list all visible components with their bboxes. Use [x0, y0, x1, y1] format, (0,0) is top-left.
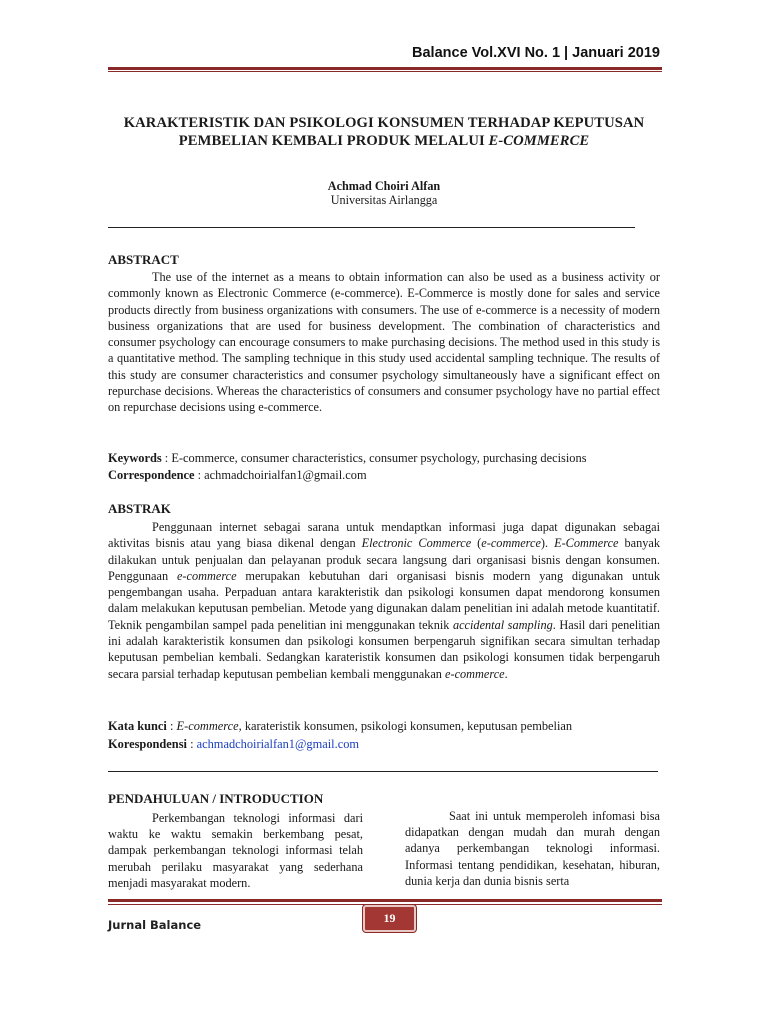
- running-header: Balance Vol.XVI No. 1 | Januari 2019: [412, 45, 660, 61]
- abstract-text: The use of the internet as a means to obtain information can also be used as a business activity or commonly known as Electronic Commerce (e-commerce). E-Commerce is mostly done for sales and service products directly from business organizations with consumers. The use of e-commerce is a necessity of modern business organizations that are used for business development. The combination of characteristics and consumer psychology can encourage consumers to make purchasing decisions. The method used in this study is a quantitative method. The sampling technique in this study used accidental sampling technique. The results of this study are consumer characteristics and consumer psychology simultaneously have a significant effect on repurchase decisions. Whereas the characteristics of consumers and consumer psychology have no partial effect on repurchase decisions using e-commerce.: [108, 270, 660, 415]
- title-line-1: KARAKTERISTIK DAN PSIKOLOGI KONSUMEN TERHADAP KEPUTUSAN: [123, 115, 645, 131]
- abstrak-text: Penggunaan internet sebagai sarana untuk mendaptkan informasi juga dapat digunakan sebagai aktivitas bisnis atau yang biasa dikenal dengan Electronic Commerce (e-commerce). E-Commerce banyak dilakukan untuk penjualan dan pelayanan produk secara langsung dari organisasi bisnis dengan konsumen. Penggunaan e-commerce merupakan kebutuhan dari organisasi bisnis modern yang digunakan untuk pengembangan usaha. Perpaduan antara karakteristik dan psikologi konsumen dapat mendorong konsumen dalam melakukan keputusan pembelian. Metode yang digunakan dalam penelitian ini adalah metode kuantitatif. Teknik pengambilan sampel pada penelitian ini menggunakan teknik accidental sampling. Hasil dari penelitian ini adalah karakteristik konsumen dan psikologi konsumen berpengaruh signifikan secara simultan terhadap keputusan pembelian kembali. Sedangkan karateristik konsumen dan psikologi konsumen tidak berpengaruh secara parsial terhadap keputusan pembelian kembali menggunakan e-commerce.: [108, 520, 660, 681]
- intro-heading: PENDAHULUAN / INTRODUCTION: [108, 791, 324, 806]
- divider-rule-2: [108, 771, 658, 772]
- intro-right-column: Saat ini untuk memperoleh infomasi bisa didapatkan dengan mudah dan murah dengan adanya perkembangan teknologi informasi. Informasi tentang pendidikan, kesehatan, hiburan, dunia kerja dan dunia bisnis serta: [405, 809, 660, 888]
- paper-title: [90, 114, 678, 150]
- kata-kunci-italic: E-commerce,: [176, 719, 242, 733]
- header-rule-thin: [108, 71, 662, 72]
- header-rule: [108, 67, 662, 70]
- divider-rule: [108, 227, 635, 228]
- keywords-line: [108, 450, 668, 467]
- journal-name: Jurnal Balance: [108, 918, 202, 932]
- kata-kunci-value: karateristik konsumen, psikologi konsumen, keputusan pembelian: [241, 719, 573, 733]
- korespondensi-label: Korespondensi: [108, 737, 187, 751]
- abstrak-heading: ABSTRAK: [108, 501, 171, 516]
- title-line-2-text: PEMBELIAN KEMBALI PRODUK MELALUI: [178, 133, 489, 149]
- author-affiliation: Universitas Airlangga: [330, 193, 438, 207]
- title-line-2: [90, 132, 678, 150]
- correspondence-line: [108, 467, 668, 484]
- abstract-heading: ABSTRACT: [108, 252, 179, 267]
- correspondence-value: : achmadchoirialfan1@gmail.com: [194, 468, 367, 482]
- kata-kunci-line: Kata kunci : E-commerce, karateristik konsumen, psikologi konsumen, keputusan pembelian: [108, 719, 573, 733]
- correspondence-label: Correspondence: [108, 468, 195, 482]
- footer-rule: [108, 899, 662, 902]
- author-name: Achmad Choiri Alfan: [327, 179, 441, 193]
- keywords-label: Keywords: [108, 451, 162, 465]
- korespondensi-email-link[interactable]: achmadchoirialfan1@gmail.com: [196, 737, 360, 751]
- page-number-badge: 19: [363, 905, 416, 932]
- korespondensi-line: Korespondensi : achmadchoirialfan1@gmail.com: [108, 737, 360, 751]
- keywords-value: : E-commerce, consumer characteristics, consumer psychology, purchasing decisions: [161, 451, 587, 465]
- title-line-2-italic: E-COMMERCE: [488, 133, 590, 149]
- kata-kunci-label: Kata kunci: [108, 719, 167, 733]
- intro-left-column: Perkembangan teknologi informasi dari waktu ke waktu semakin berkembang pesat, dampak perkembangan teknologi informasi telah merubah perilaku masyarakat yang sederhana menjadi masyarakat modern.: [108, 811, 363, 890]
